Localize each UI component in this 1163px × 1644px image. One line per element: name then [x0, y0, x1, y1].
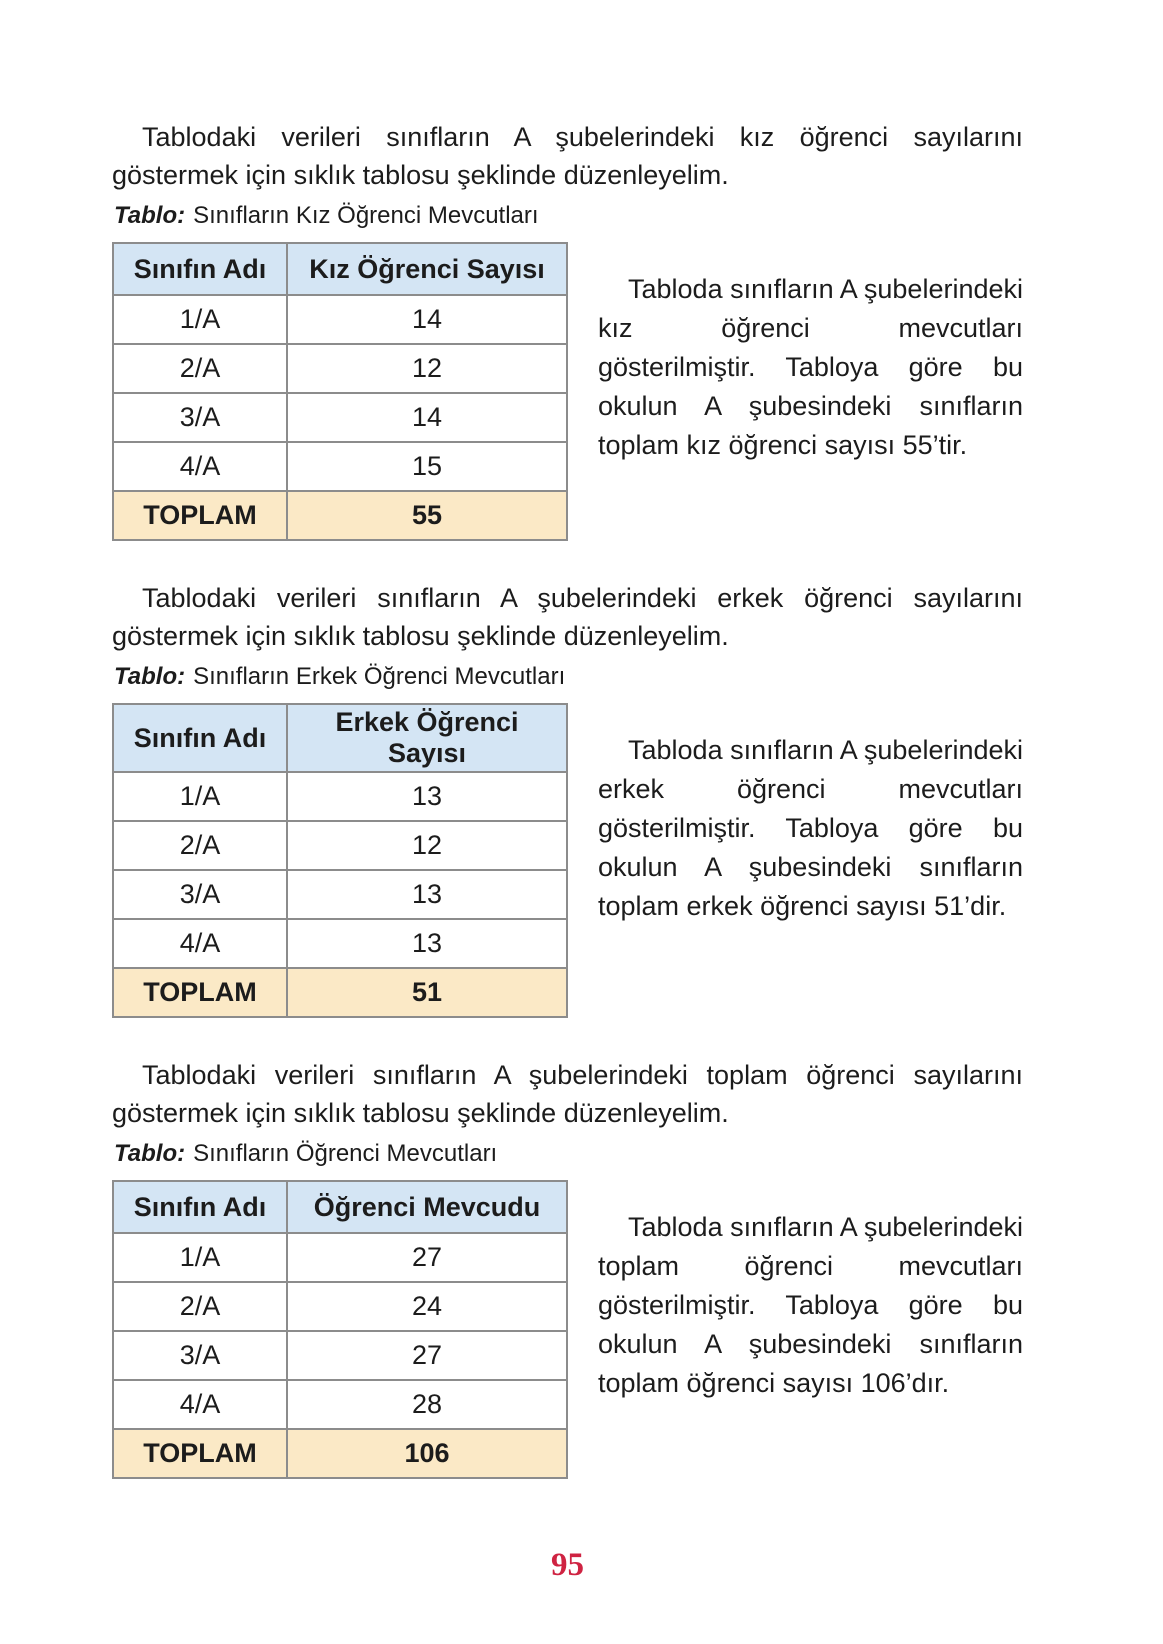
caption-text: Sınıfların Erkek Öğrenci Mevcutları	[193, 663, 566, 690]
table-row	[113, 1233, 567, 1282]
table-row	[113, 772, 567, 821]
frequency-table-total	[112, 1180, 568, 1479]
total-value: 51	[287, 968, 567, 1017]
section-girls	[112, 118, 1023, 579]
table-row	[113, 870, 567, 919]
total-label: TOPLAM	[113, 1429, 287, 1478]
class-cell: 2/A	[113, 1282, 287, 1331]
total-label: TOPLAM	[113, 968, 287, 1017]
column-header-class: Sınıfın Adı	[113, 1181, 287, 1233]
caption-label: Tablo:	[114, 663, 186, 690]
class-cell: 4/A	[113, 919, 287, 968]
table-row	[113, 1331, 567, 1380]
count-cell: 12	[287, 821, 567, 870]
page-number: 95	[551, 1547, 584, 1583]
intro-paragraph: Tablodaki verileri sınıfların A şubelerindeki toplam öğrenci sayılarını göstermek için sıklık tablosu şeklinde düzenleyelim.	[112, 1060, 1023, 1128]
column-header-count: Kız Öğrenci Sayısı	[287, 243, 567, 295]
caption-label: Tablo:	[114, 202, 186, 229]
count-cell: 13	[287, 870, 567, 919]
column-header-class: Sınıfın Adı	[113, 704, 287, 772]
total-value: 106	[287, 1429, 567, 1478]
class-cell: 2/A	[113, 344, 287, 393]
column-header-class: Sınıfın Adı	[113, 243, 287, 295]
count-cell: 15	[287, 442, 567, 491]
table-and-text-row	[112, 242, 1023, 541]
total-label: TOPLAM	[113, 491, 287, 540]
header-row	[113, 1181, 567, 1233]
column-header-count: Erkek Öğrenci Sayısı	[287, 704, 567, 772]
total-row	[113, 491, 567, 540]
side-paragraph: Tabloda sınıfların A şubelerindeki erkek öğrenci mevcutları gösterilmiştir. Tabloya göre bu okulun A şubesindeki sınıfların toplam erkek öğrenci sayısı 51’dir.	[598, 735, 1023, 921]
count-cell: 13	[287, 772, 567, 821]
side-paragraph: Tabloda sınıfların A şubelerindeki kız öğrenci mevcutları gösterilmiştir. Tabloya göre bu okulun A şubesindeki sınıfların toplam kız öğrenci sayısı 55’tir.	[598, 274, 1023, 460]
section-total	[112, 1056, 1023, 1517]
caption-text: Sınıfların Öğrenci Mevcutları	[193, 1140, 498, 1167]
table-caption	[114, 663, 1023, 691]
table-row	[113, 1282, 567, 1331]
intro-paragraph: Tablodaki verileri sınıfların A şubelerindeki kız öğrenci sayılarını göstermek için sıklık tablosu şeklinde düzenleyelim.	[112, 122, 1023, 190]
class-cell: 2/A	[113, 821, 287, 870]
intro-paragraph: Tablodaki verileri sınıfların A şubelerindeki erkek öğrenci sayılarını göstermek için sıklık tablosu şeklinde düzenleyelim.	[112, 583, 1023, 651]
header-row	[113, 243, 567, 295]
table-row	[113, 442, 567, 491]
count-cell: 13	[287, 919, 567, 968]
class-cell: 4/A	[113, 442, 287, 491]
table-and-text-row	[112, 1180, 1023, 1479]
count-cell: 12	[287, 344, 567, 393]
class-cell: 3/A	[113, 870, 287, 919]
table-caption	[114, 202, 1023, 230]
count-cell: 27	[287, 1233, 567, 1282]
frequency-table-girls	[112, 242, 568, 541]
class-cell: 3/A	[113, 393, 287, 442]
table-caption	[114, 1140, 1023, 1168]
class-cell: 1/A	[113, 772, 287, 821]
count-cell: 14	[287, 393, 567, 442]
frequency-table-boys	[112, 703, 568, 1018]
count-cell: 27	[287, 1331, 567, 1380]
table-row	[113, 344, 567, 393]
count-cell: 14	[287, 295, 567, 344]
table-row	[113, 295, 567, 344]
class-cell: 1/A	[113, 1233, 287, 1282]
total-value: 55	[287, 491, 567, 540]
section-boys	[112, 579, 1023, 1056]
count-cell: 28	[287, 1380, 567, 1429]
caption-label: Tablo:	[114, 1140, 186, 1167]
total-row	[113, 968, 567, 1017]
class-cell: 4/A	[113, 1380, 287, 1429]
class-cell: 1/A	[113, 295, 287, 344]
total-row	[113, 1429, 567, 1478]
table-and-text-row	[112, 703, 1023, 1018]
side-paragraph: Tabloda sınıfların A şubelerindeki toplam öğrenci mevcutları gösterilmiştir. Tabloya göre bu okulun A şubesindeki sınıfların toplam öğrenci sayısı 106’dır.	[598, 1212, 1023, 1398]
count-cell: 24	[287, 1282, 567, 1331]
column-header-count: Öğrenci Mevcudu	[287, 1181, 567, 1233]
caption-text: Sınıfların Kız Öğrenci Mevcutları	[193, 202, 539, 229]
table-row	[113, 821, 567, 870]
table-row	[113, 1380, 567, 1429]
class-cell: 3/A	[113, 1331, 287, 1380]
header-row	[113, 704, 567, 772]
table-row	[113, 393, 567, 442]
table-row	[113, 919, 567, 968]
